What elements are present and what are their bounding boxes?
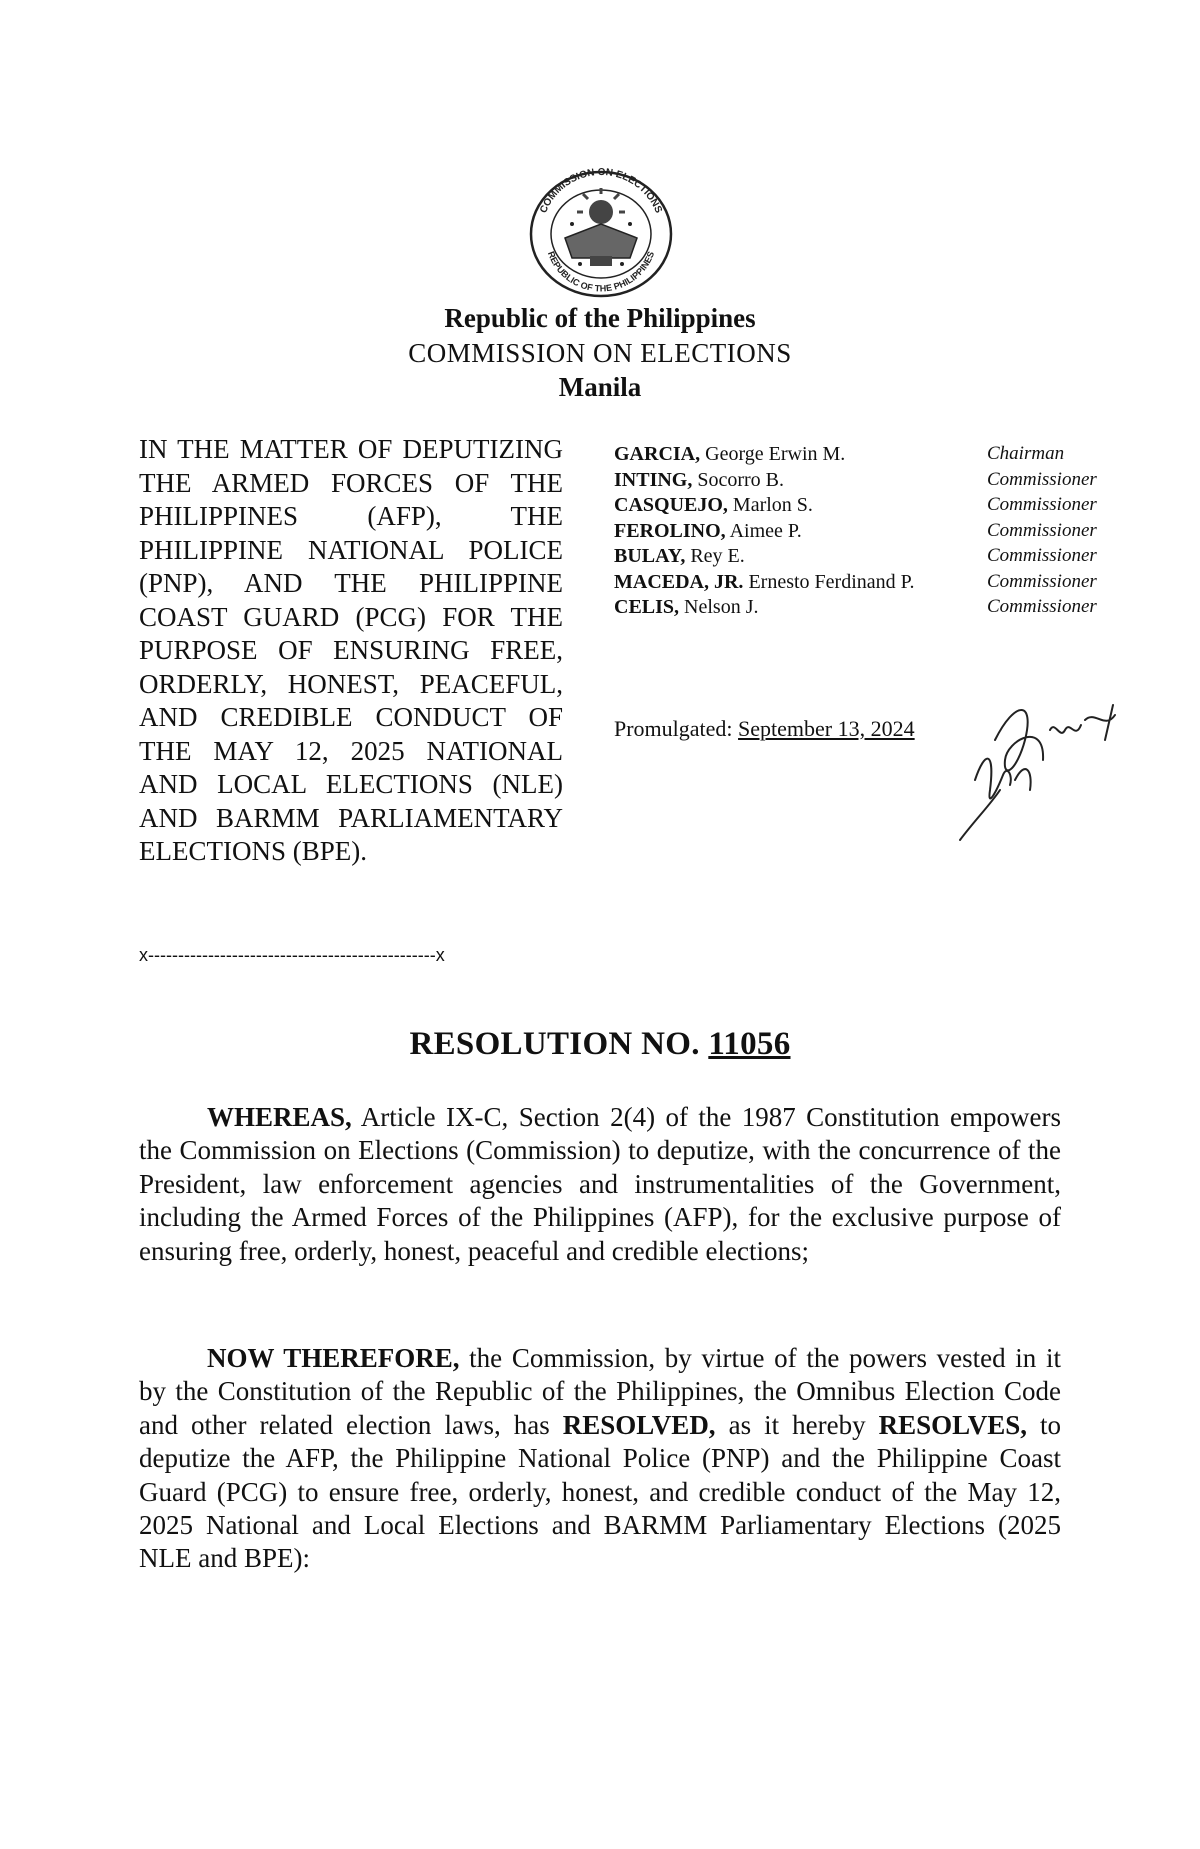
caption-separator: x------------------------------------------------x (139, 945, 445, 965)
header-city: Manila (558, 372, 642, 402)
promulgated-date: September 13, 2024 (738, 716, 915, 741)
resolution-title (300, 1026, 900, 1063)
commissioner-title: Commissioner (987, 570, 1097, 592)
commissioner-given-name: Marlon S. (732, 494, 813, 516)
commissioner-surname: INTING, (614, 468, 693, 491)
commissioner-given-name: Ernesto Ferdinand P. (748, 570, 915, 593)
commissioner-surname: FEROLINO, (614, 519, 726, 542)
commissioners-list (614, 443, 1134, 622)
commissioner-given-name: Nelson J. (684, 596, 759, 618)
resolution-text-b: as it hereby (728, 1409, 866, 1440)
resolution-number: 11056 (708, 1026, 791, 1062)
resolution-text-c: to deputize the AFP, the Philippine National Police (PNP) and the Philippine Coast Guard (PCG) to ensure free, orderly, honest, and credible conduct of the May 12, 2025 National and Local Elections and BARMM Parliamentary Elections (2025 NLE and BPE): (139, 1409, 1062, 1574)
promulgated-label: Promulgated: (614, 716, 733, 741)
commissioner-title: Commissioner (987, 596, 1097, 617)
whereas-text: Article IX-C, Section 2(4) of the 1987 Constitution empowers the Commission on Elections (Commission) to deputize, with the concurrence of the President, law enforcement agencies and instrumentalities of the Government, including the Armed Forces of the Philippines (AFP), for the exclusive purpose of ensuring free, orderly, honest, peaceful and credible elections; (139, 1102, 1061, 1266)
resolved-keyword: RESOLVED, (562, 1409, 716, 1440)
resolves-keyword: RESOLVES, (878, 1409, 1027, 1440)
commissioner-title: Chairman (987, 443, 1065, 464)
seal-emblem-icon (520, 168, 682, 298)
commissioner-given-name: Aimee P. (729, 519, 802, 542)
commissioner-row (614, 596, 1134, 622)
now-therefore-paragraph (139, 1342, 1061, 1576)
case-caption (139, 433, 563, 869)
caption-text: IN THE MATTER OF DEPUTIZING THE ARMED FORCES OF THE PHILIPPINES (AFP), THE PHILIPPINE NATIONAL POLICE (PNP), AND THE PHILIPPINE COAST GUARD (PCG) FOR THE PURPOSE OF ENSURING FREE, ORDERLY, HONEST, PEACEFUL, AND CREDIBLE CONDUCT OF THE MAY 12, 2025 NATIONAL AND LOCAL ELECTIONS (NLE) AND BARMM PARLIAMENTARY (139, 434, 563, 833)
resolution-label: RESOLUTION NO. (409, 1026, 700, 1062)
commissioner-title: Commissioner (987, 494, 1097, 515)
commissioner-row (614, 494, 1134, 520)
header-republic: Republic of the Philippines (444, 303, 756, 333)
whereas-paragraph (139, 1101, 1061, 1268)
commissioner-title: Commissioner (987, 468, 1097, 490)
commissioner-given-name: Rey E. (690, 545, 745, 567)
commissioner-title: Commissioner (987, 545, 1097, 566)
commissioner-row (614, 545, 1134, 571)
commissioner-surname: GARCIA, (614, 443, 701, 465)
commissioner-surname: BULAY, (614, 545, 686, 567)
svg-text:REPUBLIC OF THE PHILIPPINES: REPUBLIC OF THE PHILIPPINES (545, 250, 657, 294)
commissioner-given-name: George Erwin M. (705, 443, 846, 465)
commissioner-surname: MACEDA, JR. (614, 570, 744, 593)
commissioner-row (614, 571, 1134, 597)
resolution-text-a: the Commission, by virtue of the powers vested in it by the Constitution of the Republic of the Philippines, the Omnibus Election Code and other related election laws, has (139, 1343, 1061, 1440)
whereas-lead: WHEREAS, (207, 1102, 352, 1132)
header-commission: COMMISSION ON ELECTIONS (408, 338, 792, 368)
caption-last-line: ELECTIONS (BPE). (139, 836, 367, 866)
svg-text:COMMISSION ON ELECTIONS: COMMISSION ON ELECTIONS (538, 168, 664, 215)
commissioner-given-name: Socorro B. (697, 468, 785, 491)
commissioner-row (614, 443, 1134, 469)
commissioner-title: Commissioner (987, 519, 1097, 541)
commissioner-surname: CASQUEJO, (614, 494, 728, 516)
promulgation-line (614, 716, 915, 742)
signature-initials-icon (955, 680, 1125, 850)
commissioner-row (614, 520, 1134, 546)
now-therefore-lead: NOW THEREFORE, (207, 1343, 460, 1373)
comelec-seal (520, 168, 682, 298)
commissioner-row (614, 469, 1134, 495)
commissioner-surname: CELIS, (614, 596, 680, 618)
